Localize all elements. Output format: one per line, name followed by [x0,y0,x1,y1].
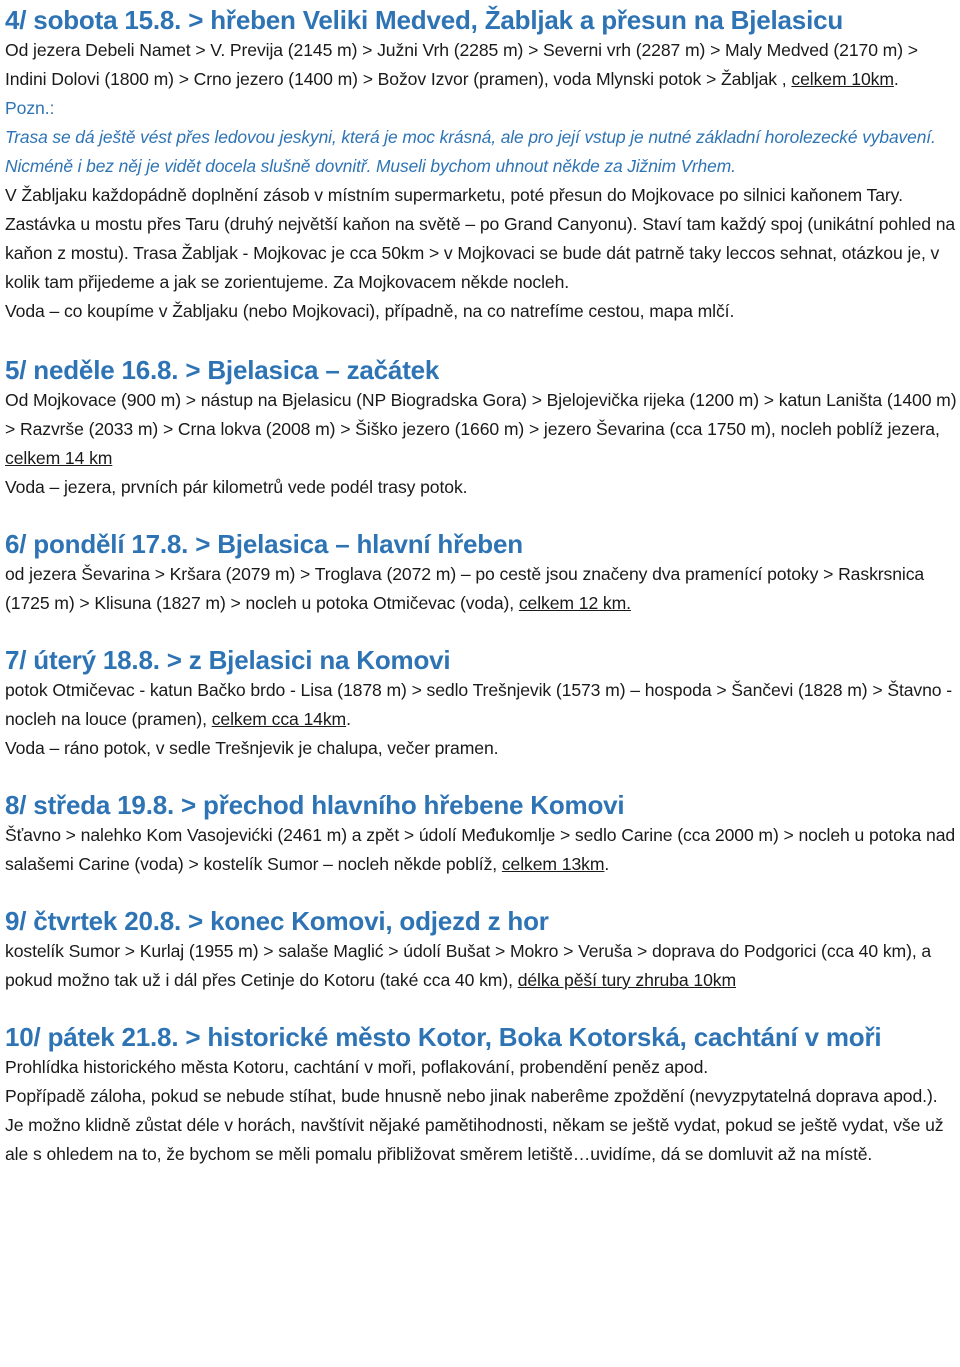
day-8-route: Šťavno > nalehko Kom Vasojevićki (2461 m) a zpět > údolí Međukomlje > sedlo Carine (cca 2000 m) > nocleh u potoka nad salašemi Carine (voda) > kostelík Sumor – nocleh někde poblíž, celkem 13km. [5,825,956,874]
day-4-note: Trasa se dá ještě vést přes ledovou jeskyni, která je moc krásná, ale pro její vstup je nutné základní horolezecké vybavení. Nicméně i bez něj je vidět docela slušně dovnitř. Museli bychom uhnout někde za Jižnim Vrhem. [5,127,936,176]
day-10-section [5,1021,957,1169]
day-7-water: Voda – ráno potok, v sedle Trešnjevik je chalupa, večer pramen. [5,738,499,758]
day-9-route: kostelík Sumor > Kurlaj (1955 m) > salaše Maglić > údolí Bušat > Mokro > Veruša > doprava do Podgorici (cca 40 km), a pokud možno tak už i dál přes Cetinje do Kotoru (také cca 40 km), délka pěší tury zhruba 10km [5,941,932,990]
day-4-total: celkem 10km [791,69,894,89]
day-10-heading: 10/ pátek 21.8. > historické město Kotor, Boka Kotorská, cachtání v moři [5,1022,882,1052]
day-10-text-3: Je možno klidně zůstat déle v horách, navštívit nějaké pamětihodnosti, někam se ještě vydat, pokud se ještě vydat, vše už ale s ohledem na to, že bychom se měli pomalu přibližovat směrem letiště…uvidíme, dá se domluvit až na místě. [5,1115,944,1164]
day-7-section [5,644,957,763]
day-9-section [5,905,957,995]
day-6-total: celkem 12 km. [518,593,631,613]
day-7-heading: 7/ úterý 18.8. > z Bjelasici na Komovi [5,645,451,675]
day-9-total: délka pěší tury zhruba 10km [517,970,737,990]
day-7-route: potok Otmičevac - katun Bačko brdo - Lisa (1878 m) > sedlo Trešnjevik (1573 m) – hospoda > Šančevi (1828 m) > Štavno - nocleh na louce (pramen), celkem cca 14km. [5,680,953,729]
day-4-route: Od jezera Debeli Namet > V. Previja (2145 m) > Južni Vrh (2285 m) > Severni vrh (2287 m) > Maly Medved (2170 m) > Indini Dolovi (1800 m) > Crno jezero (1400 m) > Božov Izvor (pramen), voda Mlynski potok > Žabljak , celkem 10km. [5,40,918,89]
day-6-section [5,528,957,618]
day-4-heading: 4/ sobota 15.8. > hřeben Veliki Medved, Žabljak a přesun na Bjelasicu [5,5,844,35]
day-4-note-label: Pozn.: [5,98,55,118]
day-8-heading: 8/ středa 19.8. > přechod hlavního hřebene Komovi [5,790,625,820]
day-9-heading: 9/ čtvrtek 20.8. > konec Komovi, odjezd z hor [5,906,549,936]
day-10-text-1: Prohlídka historického města Kotoru, cachtání v moři, poflakování, probendění peněz apod. [5,1057,709,1077]
day-8-total: celkem 13km [501,854,605,874]
day-4-text: V Žabljaku každopádně doplnění zásob v místním supermarketu, poté přesun do Mojkovace po silnici kaňonem Tary. Zastávka u mostu přes Taru (druhý největší kaňon na světě – po Grand Canyonu). Staví tam každý spoj (unikátní pohled na kaňon z mostu). Trasa Žabljak - Mojkovac je cca 50km > v Mojkovaci se bude dát patrně taky leccos sehnat, otázkou je, v kolik tam přijedeme a jak se zorientujeme. Za Mojkovacem někde nocleh. [5,185,956,292]
day-4-section [5,4,957,326]
day-4-water: Voda – co koupíme v Žabljaku (nebo Mojkovaci), případně, na co natrefíme cestou, mapa mlčí. [5,301,735,321]
day-6-route: od jezera Ševarina > Kršara (2079 m) > Troglava (2072 m) – po cestě jsou značeny dva pramenící potoky > Raskrsnica (1725 m) > Klisuna (1827 m) > nocleh u potoka Otmičevac (voda), celkem 12 km. [5,564,925,613]
day-6-heading: 6/ pondělí 17.8. > Bjelasica – hlavní hřeben [5,529,523,559]
day-5-route: Od Mojkovace (900 m) > nástup na Bjelasicu (NP Biogradska Gora) > Bjelojevička rijeka (1200 m) > katun Laništa (1400 m) > Razvrše (2033 m) > Crna lokva (2008 m) > Šiško jezero (1660 m) > jezero Ševarina (cca 1750 m), nocleh poblíž jezera, celkem 14 km [5,390,957,468]
day-8-section [5,789,957,879]
day-5-water: Voda – jezera, prvních pár kilometrů vede podél trasy potok. [5,477,468,497]
document [5,4,957,1169]
day-5-total: celkem 14 km [5,448,113,468]
day-5-section [5,354,957,502]
day-5-heading: 5/ neděle 16.8. > Bjelasica – začátek [5,355,440,385]
day-10-text-2: Popřípadě záloha, pokud se nebude stíhat, bude hnusně nebo jinak naberême zpoždění (nevyzpytatelná doprava apod.). [5,1086,938,1106]
day-7-total: celkem cca 14km [211,709,347,729]
